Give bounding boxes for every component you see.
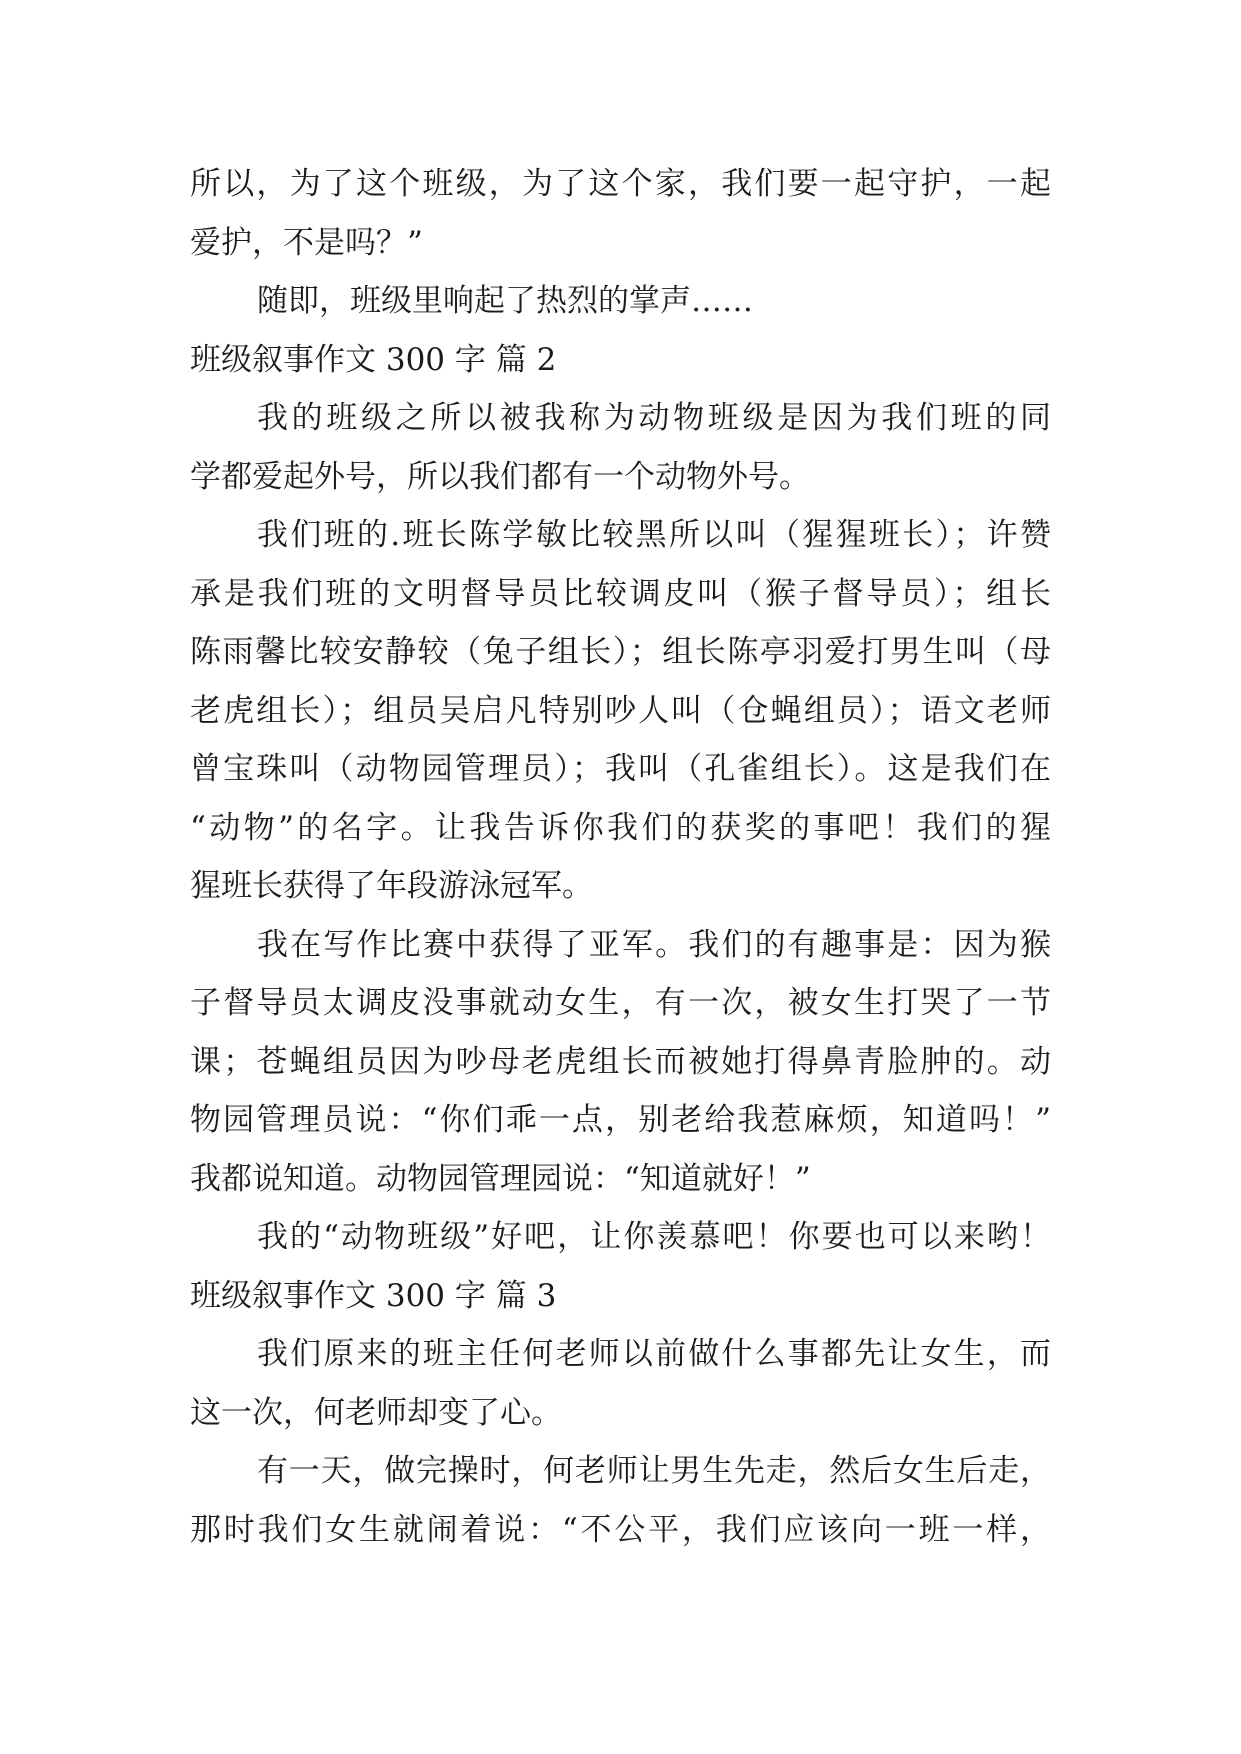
paragraph-line: 那时我们女生就闹着说：“不公平，我们应该向一班一样， bbox=[190, 1511, 1051, 1548]
paragraph-line: 猩班长获得了年段游泳冠军。 bbox=[190, 868, 593, 904]
document-body bbox=[190, 155, 1051, 1559]
paragraph-line: 我都说知道。动物园管理园说：“知道就好！” bbox=[190, 1160, 811, 1197]
paragraph-line: 我在写作比赛中获得了亚军。我们的有趣事是：因为猴 bbox=[257, 926, 1051, 963]
paragraph-line: 陈雨馨比较安静较（兔子组长）；组长陈亭羽爱打男生叫（母 bbox=[190, 634, 1051, 670]
paragraph-line: “动物”的名字。让我告诉你我们的获奖的事吧！我们的猩 bbox=[190, 809, 1051, 846]
paragraph-line: 有一天，做完操时，何老师让男生先走，然后女生后走， bbox=[257, 1453, 1051, 1489]
paragraph-line: 我的班级之所以被我称为动物班级是因为我们班的同 bbox=[257, 400, 1051, 436]
paragraph-line: 随即，班级里响起了热烈的掌声…… bbox=[257, 283, 753, 319]
paragraph bbox=[190, 916, 1051, 1209]
paragraph bbox=[190, 1442, 1051, 1559]
paragraph-line: 所以，为了这个班级，为了这个家，我们要一起守护，一起 bbox=[190, 166, 1051, 202]
paragraph bbox=[190, 506, 1051, 916]
section-heading: 班级叙事作文 300 字 篇 2 bbox=[190, 341, 557, 378]
paragraph-line: 学都爱起外号，所以我们都有一个动物外号。 bbox=[190, 458, 810, 495]
paragraph-line: 承是我们班的文明督导员比较调皮叫（猴子督导员）；组长 bbox=[190, 575, 1051, 612]
paragraph bbox=[190, 272, 1051, 331]
paragraph bbox=[190, 1325, 1051, 1442]
paragraph-line: 曾宝珠叫（动物园管理员）；我叫（孔雀组长）。这是我们在 bbox=[190, 751, 1051, 787]
paragraph-line: 我们原来的班主任何老师以前做什么事都先让女生，而 bbox=[257, 1336, 1051, 1372]
paragraph-line: 我的“动物班级”好吧，让你羡慕吧！你要也可以来哟！ bbox=[257, 1219, 1051, 1255]
section-heading: 班级叙事作文 300 字 篇 3 bbox=[190, 1277, 557, 1314]
paragraph-line: 物园管理员说：“你们乖一点，别老给我惹麻烦，知道吗！” bbox=[190, 1102, 1051, 1138]
paragraph-line: 这一次，何老师却变了心。 bbox=[190, 1394, 562, 1431]
paragraph-line: 爱护，不是吗？” bbox=[190, 224, 423, 261]
paragraph bbox=[190, 155, 1051, 272]
paragraph-line: 我们班的.班长陈学敏比较黑所以叫（猩猩班长）；许赞 bbox=[257, 517, 1051, 553]
paragraph-line: 课；苍蝇组员因为吵母老虎组长而被她打得鼻青脸肿的。动 bbox=[190, 1043, 1051, 1080]
paragraph-line: 老虎组长）；组员吴启凡特别吵人叫（仓蝇组员）；语文老师 bbox=[190, 692, 1051, 729]
paragraph-line: 子督导员太调皮没事就动女生，有一次，被女生打哭了一节 bbox=[190, 985, 1051, 1021]
paragraph bbox=[190, 1208, 1051, 1267]
paragraph bbox=[190, 389, 1051, 506]
